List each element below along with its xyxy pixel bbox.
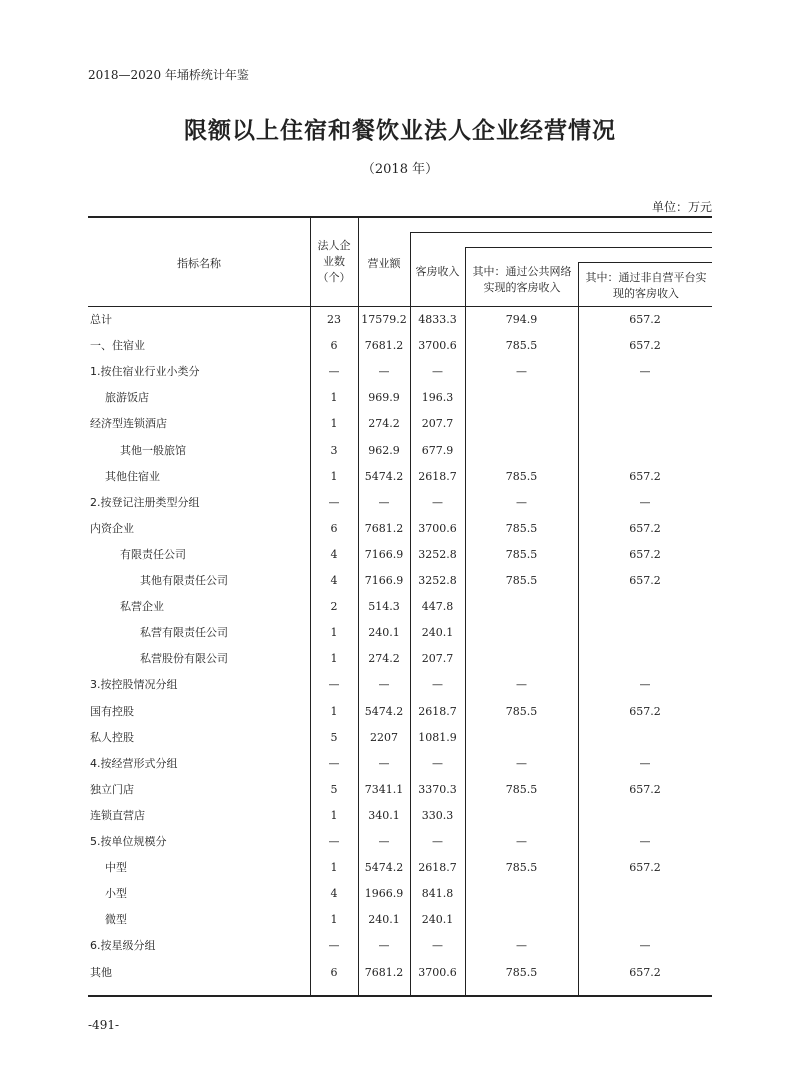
row-value: 274.2 xyxy=(368,417,400,431)
row-label: 内资企业 xyxy=(90,521,134,535)
row-label: 独立门店 xyxy=(90,782,134,796)
row-value: — xyxy=(328,756,340,770)
row-value xyxy=(465,443,578,459)
row-value: 4 xyxy=(330,574,338,587)
row-value: 23 xyxy=(327,313,341,326)
row-value: — xyxy=(432,939,443,953)
row-value: 7341.1 xyxy=(364,782,404,796)
row-value xyxy=(578,912,712,928)
row-value: 657.2 xyxy=(629,547,661,561)
row-label: 其他住宿业 xyxy=(105,469,160,483)
row-value: — xyxy=(378,939,390,953)
row-value: 274.2 xyxy=(368,652,400,666)
row-value: 5 xyxy=(330,782,338,796)
column-header-revenue: 营业额 xyxy=(367,257,401,270)
row-value: 3252.8 xyxy=(418,547,457,561)
header-bottom-rule xyxy=(88,306,712,307)
row-value: 6 xyxy=(330,521,338,535)
row-value: — xyxy=(639,365,651,379)
row-label: 中型 xyxy=(105,861,127,875)
row-value: 785.5 xyxy=(505,782,538,796)
row-value xyxy=(465,651,578,667)
year-subtitle: （2018 年） xyxy=(361,162,439,177)
row-value: 785.5 xyxy=(505,521,538,535)
row-value: 1 xyxy=(330,417,338,431)
row-label: 微型 xyxy=(105,913,127,927)
row-value: — xyxy=(328,678,340,692)
row-value: 2618.7 xyxy=(418,704,457,718)
row-value: — xyxy=(432,756,443,770)
row-value: 1 xyxy=(330,469,338,483)
row-value: 514.3 xyxy=(368,600,400,614)
row-value xyxy=(465,730,578,746)
row-value xyxy=(578,416,712,432)
column-header-third-party: 其中：通过非自营平台实现的客房收入 xyxy=(585,271,707,300)
row-value: 7681.2 xyxy=(364,965,404,979)
row-label: 其他一般旅馆 xyxy=(120,443,186,457)
row-value: 1 xyxy=(330,913,338,927)
row-value: — xyxy=(516,756,527,770)
row-value: — xyxy=(516,835,527,848)
row-value: 657.2 xyxy=(629,339,661,353)
row-value: — xyxy=(328,835,340,848)
row-value: — xyxy=(516,939,527,953)
row-value: 2207 xyxy=(370,730,398,744)
row-value xyxy=(465,912,578,928)
row-value: 240.1 xyxy=(421,913,454,927)
row-label: 其他 xyxy=(90,965,112,979)
row-value: — xyxy=(639,678,651,692)
row-value: 4 xyxy=(330,547,338,561)
row-value: 969.9 xyxy=(368,391,400,405)
column-header-count: 法人企业数（个） xyxy=(317,239,351,284)
row-value: 1 xyxy=(330,808,338,822)
row-label: 有限责任公司 xyxy=(120,547,186,561)
row-value: 207.7 xyxy=(421,652,454,666)
row-value: 447.8 xyxy=(421,600,454,614)
column-divider xyxy=(465,247,466,995)
row-value xyxy=(578,390,712,406)
row-value: 5 xyxy=(330,730,338,744)
row-label: 3.按控股情况分组 xyxy=(90,678,178,692)
row-value: — xyxy=(378,495,390,509)
row-value: 785.5 xyxy=(505,547,538,561)
row-label: 一、住宿业 xyxy=(90,339,145,353)
row-value xyxy=(465,625,578,641)
header-rule xyxy=(465,247,712,248)
row-value xyxy=(578,651,712,667)
row-value: 962.9 xyxy=(368,443,400,457)
table-bottom-rule xyxy=(88,995,712,997)
row-label: 私人控股 xyxy=(90,730,134,744)
row-value: 657.2 xyxy=(629,521,661,535)
row-value: 657.2 xyxy=(629,861,661,875)
row-value: 1966.9 xyxy=(364,887,404,901)
row-value: — xyxy=(328,495,340,509)
row-value: 330.3 xyxy=(421,808,454,822)
row-label: 经济型连锁酒店 xyxy=(90,417,167,431)
row-value: 240.1 xyxy=(368,913,400,927)
row-value xyxy=(465,808,578,824)
row-label: 私营有限责任公司 xyxy=(140,626,228,640)
row-value: 657.2 xyxy=(629,965,661,979)
row-value: 17579.2 xyxy=(361,313,407,326)
row-value xyxy=(578,730,712,746)
row-value xyxy=(578,886,712,902)
header-rule xyxy=(410,232,712,233)
row-value xyxy=(578,443,712,459)
row-value: 3 xyxy=(330,443,338,457)
row-value: 3700.6 xyxy=(418,965,457,979)
row-value: 785.5 xyxy=(505,339,538,353)
row-value xyxy=(578,599,712,615)
row-value: — xyxy=(432,495,443,509)
row-label: 4.按经营形式分组 xyxy=(90,756,178,770)
row-value: 240.1 xyxy=(368,626,400,640)
row-value: 2618.7 xyxy=(418,861,457,875)
row-value: 7681.2 xyxy=(364,339,404,353)
row-value: 657.2 xyxy=(629,469,661,483)
row-value: 1 xyxy=(330,626,338,640)
row-value: 785.5 xyxy=(505,704,538,718)
row-value: 785.5 xyxy=(505,574,538,587)
row-label: 国有控股 xyxy=(90,704,134,718)
row-value: 794.9 xyxy=(505,313,538,326)
row-value: 207.7 xyxy=(421,417,454,431)
row-value: — xyxy=(378,835,390,848)
row-value: 677.9 xyxy=(421,443,454,457)
table-top-rule xyxy=(88,216,712,218)
row-value: 3252.8 xyxy=(418,574,457,587)
row-value: — xyxy=(516,495,527,509)
row-value: 196.3 xyxy=(421,391,454,405)
row-value: — xyxy=(378,678,390,692)
row-value: 657.2 xyxy=(629,704,661,718)
row-label: 私营股份有限公司 xyxy=(140,652,228,666)
row-value: 2 xyxy=(330,600,338,614)
row-value: — xyxy=(378,756,390,770)
page-number: -491- xyxy=(88,1018,120,1032)
unit-label: 单位：万元 xyxy=(651,200,712,214)
row-value: 657.2 xyxy=(629,574,661,587)
row-value: — xyxy=(516,365,527,379)
row-value xyxy=(465,390,578,406)
row-value: 2618.7 xyxy=(418,469,457,483)
row-value: 657.2 xyxy=(629,313,661,326)
row-value: — xyxy=(516,678,527,692)
row-value: 785.5 xyxy=(505,861,538,875)
row-label: 小型 xyxy=(105,887,127,901)
row-value: — xyxy=(639,495,651,509)
row-value: 1 xyxy=(330,704,338,718)
row-value: — xyxy=(639,939,651,953)
column-header-name: 指标名称 xyxy=(177,257,221,270)
row-label: 2.按登记注册类型分组 xyxy=(90,495,200,509)
row-label: 连锁直营店 xyxy=(90,808,145,822)
row-value: 5474.2 xyxy=(364,704,404,718)
row-label: 旅游饭店 xyxy=(105,391,149,405)
page-title: 限额以上住宿和餐饮业法人企业经营情况 xyxy=(184,118,616,144)
row-value: — xyxy=(328,365,340,379)
row-value: 7681.2 xyxy=(364,521,404,535)
row-value: — xyxy=(432,365,443,379)
row-value: 340.1 xyxy=(368,808,400,822)
row-value: 6 xyxy=(330,965,338,979)
row-label: 6.按星级分组 xyxy=(90,939,156,953)
row-label: 总计 xyxy=(90,313,112,326)
row-value: 5474.2 xyxy=(364,861,404,875)
row-label: 私营企业 xyxy=(120,600,164,614)
column-header-room-income: 客房收入 xyxy=(415,265,460,278)
row-value xyxy=(465,599,578,615)
row-value: 1 xyxy=(330,652,338,666)
row-value: 7166.9 xyxy=(364,574,404,587)
column-header-public-network: 其中：通过公共网络实现的客房收入 xyxy=(472,265,572,294)
row-value: 4 xyxy=(330,887,338,901)
row-value: 4833.3 xyxy=(418,313,457,326)
row-value: 785.5 xyxy=(505,965,538,979)
header-rule xyxy=(578,262,712,263)
row-value: 841.8 xyxy=(421,887,454,901)
row-value: 6 xyxy=(330,339,338,353)
row-value: 1 xyxy=(330,391,338,405)
row-value xyxy=(578,808,712,824)
row-value: — xyxy=(639,835,651,848)
row-value: 3370.3 xyxy=(418,782,457,796)
row-label: 5.按单位规模分 xyxy=(90,835,167,848)
row-value: 1 xyxy=(330,861,338,875)
row-value: 785.5 xyxy=(505,469,538,483)
row-value: — xyxy=(639,756,651,770)
row-value xyxy=(465,886,578,902)
row-value xyxy=(578,625,712,641)
row-value: — xyxy=(378,365,390,379)
row-value: — xyxy=(328,939,340,953)
row-value: — xyxy=(432,678,443,692)
row-value xyxy=(465,416,578,432)
row-value: 3700.6 xyxy=(418,339,457,353)
row-label: 其他有限责任公司 xyxy=(140,574,228,587)
row-value: 5474.2 xyxy=(364,469,404,483)
row-value: 3700.6 xyxy=(418,521,457,535)
running-header: 2018—2020 年埇桥统计年鉴 xyxy=(88,68,249,82)
row-value: 7166.9 xyxy=(364,547,404,561)
row-value: 240.1 xyxy=(421,626,454,640)
row-value: 657.2 xyxy=(629,782,661,796)
row-label: 1.按住宿业行业小类分 xyxy=(90,365,200,379)
row-value: 1081.9 xyxy=(418,730,457,744)
row-value: — xyxy=(432,835,443,848)
